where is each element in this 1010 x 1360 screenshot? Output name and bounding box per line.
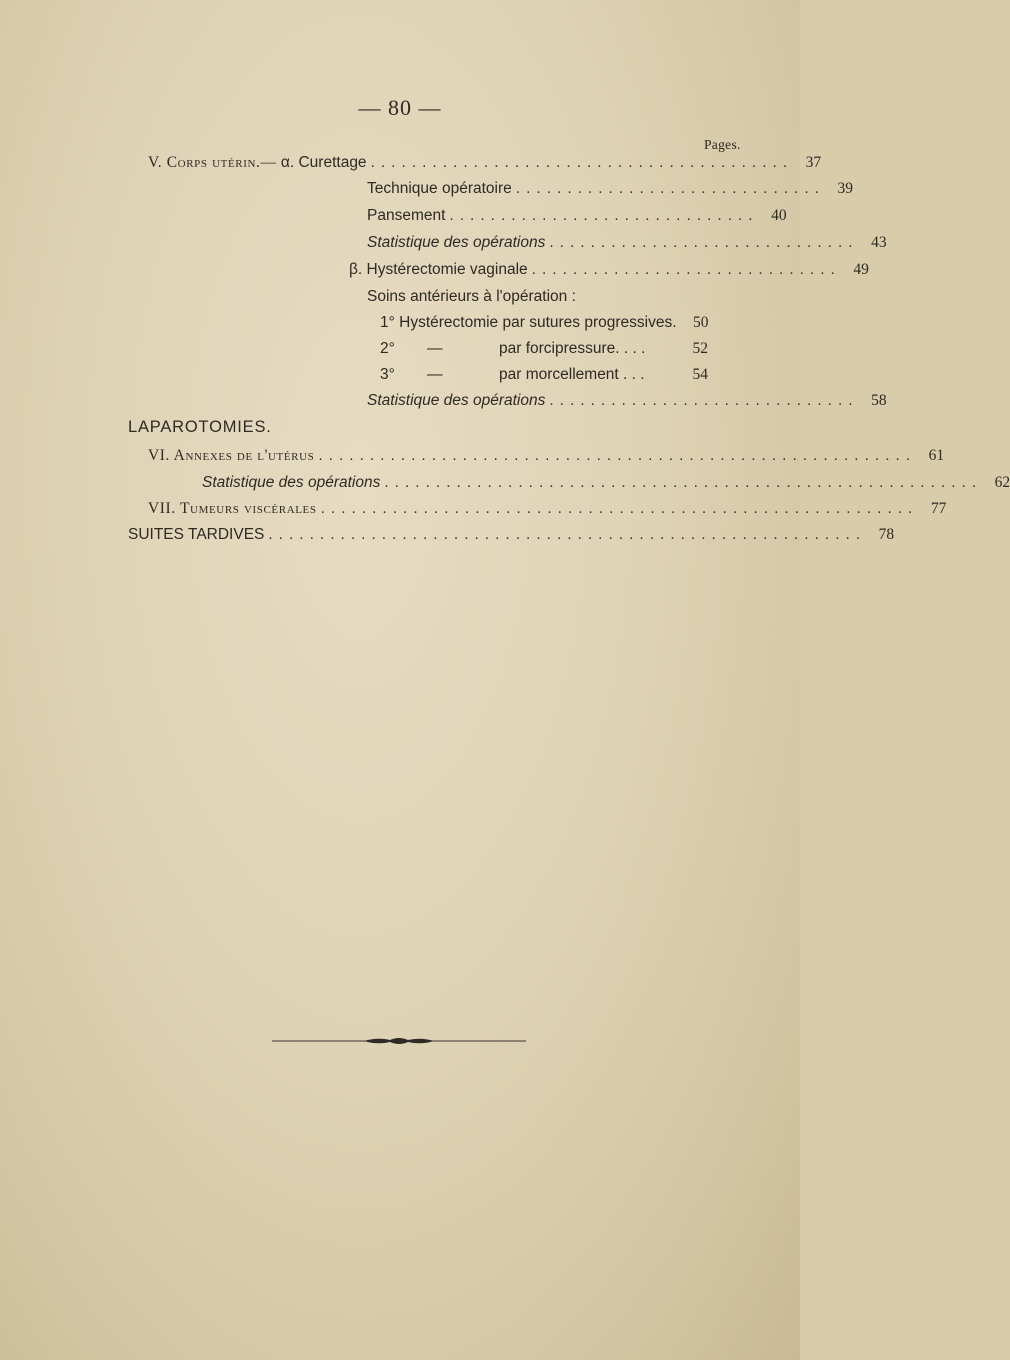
leader-dots: ..........................................................: [318, 447, 917, 464]
pages-column-label: Pages.: [704, 137, 741, 152]
leader-dots: ..........................................................: [268, 526, 867, 543]
leader-dots: ..........................................................: [320, 500, 919, 517]
entry-dash: —: [427, 340, 443, 357]
toc-entry-statistique-3: [202, 474, 1010, 492]
entry-title: Statistique des opérations: [367, 234, 546, 251]
page-ref: 58: [871, 392, 887, 409]
entry-title: SUITES TARDIVES: [128, 526, 265, 543]
toc-entry-technique: [367, 180, 853, 198]
leader-dots: ..............................: [549, 234, 859, 251]
entry-title: par forcipressure. . . .: [499, 340, 646, 357]
leader-dots: ..............................: [549, 392, 859, 409]
toc-entry-sutures: [380, 314, 708, 332]
toc-entry-pansement: [367, 207, 787, 225]
entry-title: Pansement: [367, 207, 446, 224]
section-heading-laparotomies: LAPAROTOMIES.: [128, 418, 272, 436]
toc-entry-forcipressure: [380, 340, 708, 358]
entry-title: Curettage: [298, 154, 367, 171]
entry-title: VI. Annexes de l'utérus: [148, 447, 315, 464]
page-ref: 37: [805, 154, 822, 171]
entry-number: 2°: [380, 340, 395, 357]
page-number: — 80 —: [358, 95, 442, 120]
toc-entry-soins: [367, 288, 708, 306]
ornamental-rule-icon: [272, 1036, 526, 1046]
page-ref: 39: [837, 180, 853, 197]
page-ref: 54: [692, 366, 708, 383]
entry-title: VII. Tumeurs viscérales: [148, 500, 317, 517]
toc-entry-annexes: [148, 447, 945, 465]
toc-entry-curettage: [148, 154, 822, 172]
entry-title: 1° Hystérectomie par sutures progressives.: [380, 314, 677, 331]
entry-dash: —: [427, 366, 443, 383]
page-ref: 43: [871, 234, 887, 251]
page-ref: 50: [693, 314, 709, 331]
entry-number: 3°: [380, 366, 395, 383]
page-ref: 49: [853, 261, 869, 278]
entry-title: Technique opératoire: [367, 180, 512, 197]
entry-title: Statistique des opérations: [367, 392, 546, 409]
entry-title: par morcellement . . .: [499, 366, 645, 383]
toc-entry-statistique-2: [367, 392, 887, 410]
leader-dots: ..............................: [515, 180, 825, 197]
page-ref: 78: [878, 526, 895, 543]
toc-entry-tumeurs: [148, 500, 947, 518]
entry-title: Hystérectomie vaginale: [366, 261, 528, 278]
leader-dots: ..............................: [531, 261, 841, 278]
entry-title: Statistique des opérations: [202, 474, 381, 491]
page-ref: 40: [771, 207, 787, 224]
entry-marker: α.: [280, 154, 295, 171]
section-label: V. Corps utérin.—: [148, 154, 277, 171]
page-ref: 62: [994, 474, 1010, 491]
page-ref: 52: [692, 340, 708, 357]
leader-dots: ..........................................................: [384, 474, 983, 491]
leader-dots: .........................................: [370, 154, 794, 171]
toc-entry-statistique-1: [367, 234, 887, 252]
entry-marker: β.: [349, 261, 363, 278]
toc-entry-morcellement: [380, 366, 708, 384]
page-ref: 61: [928, 447, 945, 464]
leader-dots: ..............................: [449, 207, 759, 224]
page-ref: 77: [930, 500, 947, 517]
toc-entry-suites-tardives: [128, 526, 895, 544]
entry-title: Soins antérieurs à l'opération :: [367, 288, 576, 305]
toc-entry-hysterectomie: [349, 261, 869, 279]
